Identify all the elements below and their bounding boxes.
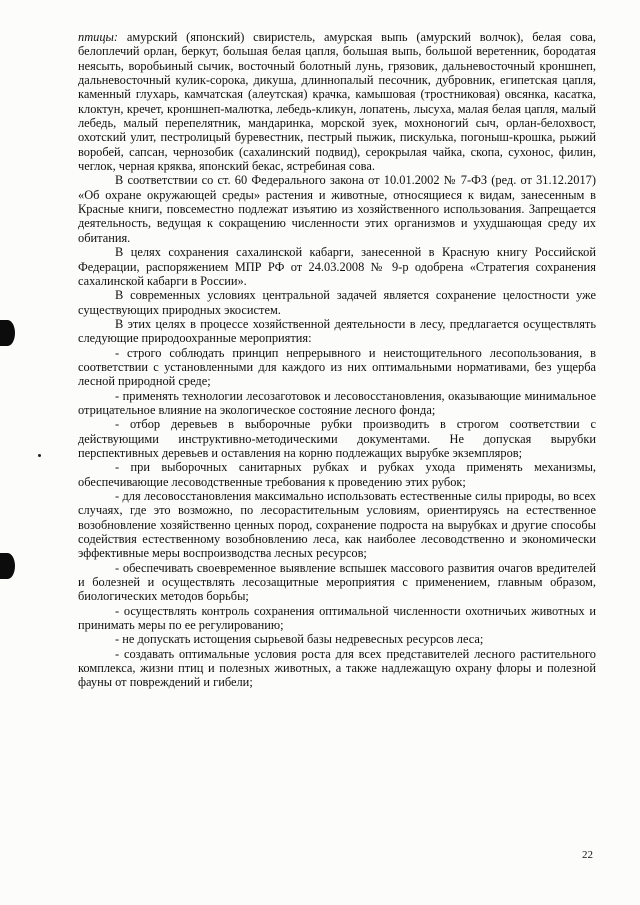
measures-intro: В этих целях в процессе хозяйственной деятельности в лесу, предлагается осуществлять следующие природоохранные мероприятия: (78, 316, 596, 346)
bird-list-text: амурский (японский) свиристель, амурская выпь (амурский волчок), белая сова, белоплечий орлан, беркут, большая белая цапля, большая выпь, большой веретенник, бородатая неясыть, воробьиный сычик, восточный болотный лунь, грязовик, дальневосточный кроншнеп, дальневосточный кулик-сорока, дикуша, длиннопалый песочник, дубровник, египетская цапля, каменный глухарь, камчатская (алеутская) крачка, камышовая (тростниковая) овсянка, касатка, клоктун, кречет, кроншнеп-малютка, лебедь-кликун, лопатень, лысуха, малая белая цапля, малый лебедь, малый перепелятник, мандаринка, морской зуек, мохноногий сыч, орлан-белохвост, охотский улит, пестролицый буревестник, пестрый пыжик, пискулька, погоныш-крошка, рыжий воробей, сапсан, чернозобик (сахалинский подвид), серокрылая чайка, скопа, сухонос, филин, чеглок, черная кряква, японский бекас, ястребиная сова. (78, 30, 596, 174)
measure-item: - отбор деревьев в выборочные рубки производить в строгом соответствии с действующими инструктивно-методическими документами. Не допуская вырубки перспективных деревьев и оставления на корню подлежащих вырубке экземпляров; (78, 417, 596, 460)
measure-item: - создавать оптимальные условия роста для всех представителей лесного растительного комплекса, жизни птиц и полезных животных, а также надлежащую охрану флоры и полезной фауны от повреждений и гибели; (78, 646, 596, 690)
law-paragraph: В соответствии со ст. 60 Федерального закона от 10.01.2002 № 7-ФЗ (ред. от 31.12.2017) «Об охране окружающей среды» растения и животные, относящиеся к видам, занесенным в Красные книги, повсеместно подлежат изъятию из хозяйственного использования. Запрещается деятельность, ведущая к сокращению численности этих организмов и ухудшающая среду их обитания. (78, 173, 596, 245)
measure-item: - строго соблюдать принцип непрерывного и неистощительного лесопользования, в соответствии с установленными для каждого из них оптимальными нормативами, без ущерба лесной природной среде; (78, 345, 596, 389)
measure-item: - для лесовосстановления максимально использовать естественные силы природы, во всех случаях, где это возможно, по лесорастительным условиям, ориентируясь на естественное возобновление хозяйственно ценных пород, сохранение подроста на вырубках и другие способы содействия естественному возобновлению леса, как наиболее лесоводственно и экономически эффективные меры воспроизводства лесных ресурсов; (78, 489, 596, 561)
measure-item: - применять технологии лесозаготовок и лесовосстановления, оказывающие минимальное отрицательное влияние на экологическое состояние лесного фонда; (78, 388, 596, 417)
document-body (78, 30, 596, 690)
bird-list-lead: птицы: (78, 30, 119, 44)
measure-item: - обеспечивать своевременное выявление вспышек массового развития очагов вредителей и болезней и осуществлять лесозащитные мероприятия с применением, главным образом, биологических методов борьбы; (78, 560, 596, 604)
measure-item: - осуществлять контроль сохранения оптимальной численности охотничьих животных и принимать меры по ее регулированию; (78, 603, 596, 633)
page-number: 22 (582, 849, 593, 861)
bird-list-paragraph (78, 30, 596, 173)
measure-item: - не допускать истощения сырьевой базы недревесных ресурсов леса; (115, 632, 484, 647)
binder-hole (0, 320, 15, 346)
central-task-paragraph: В современных условиях центральной задачей является сохранение целостности уже существующих природных экосистем. (78, 288, 596, 317)
binder-hole (0, 553, 15, 579)
scan-speck (38, 454, 41, 457)
measure-item: - при выборочных санитарных рубках и рубках ухода применять механизмы, обеспечивающие лесоводственные требования к проведению этих рубок; (78, 460, 596, 489)
musk-deer-paragraph: В целях сохранения сахалинской кабарги, занесенной в Красную книгу Российской Федерации, распоряжением МПР РФ от 24.03.2008 № 9-р одобрена «Стратегия сохранения сахалинской кабарги в России». (78, 245, 596, 288)
